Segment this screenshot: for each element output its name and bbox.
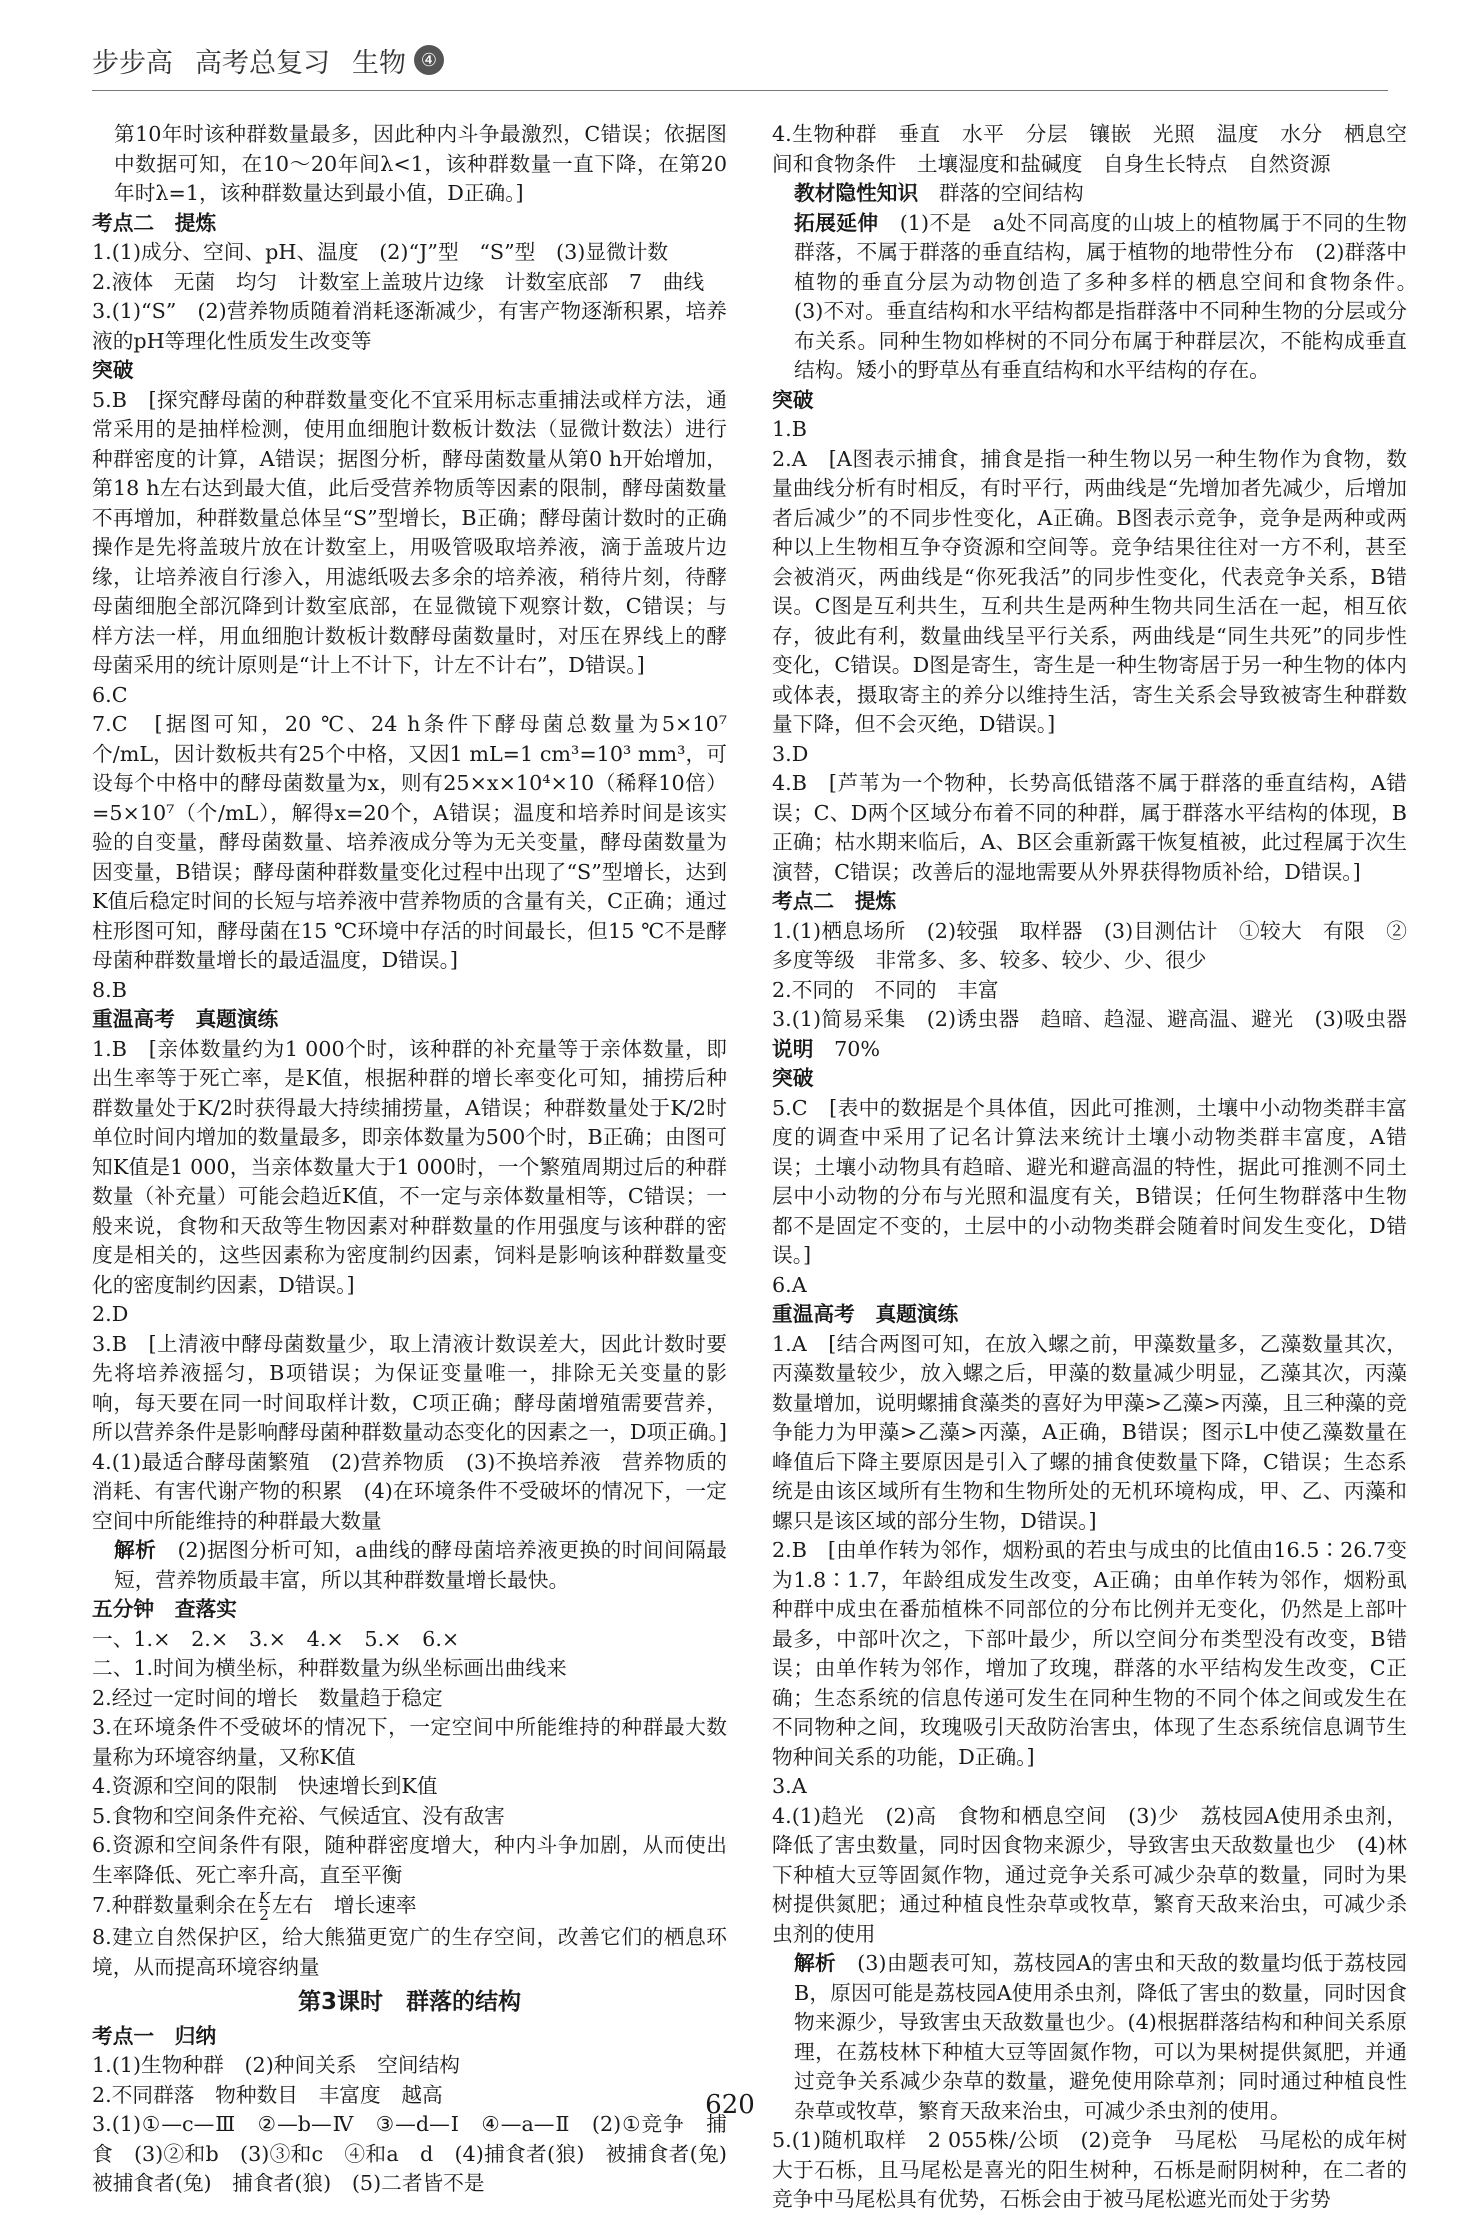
right-column [772,120,1428,2215]
header-divider [92,90,1388,91]
answer-item: 4.(1)趋光 (2)高 食物和栖息空间 (3)少 荔枝园A使用杀虫剂，降低了害虫数量，同时因食物来源少，导致害虫天敌数量也少 (4)林下种植大豆等固氮作物，通过竞争关系可减少杂草的数量，同时为果树提供氮肥；通过种植良性杂草或牧草，繁育天敌来治虫，可减少杀虫剂的使用 [772,1803,1407,1946]
answer-item: 2.A [A图表示捕食，捕食是指一种生物以另一种生物作为食物，数量曲线分析有时相反，有时平行，两曲线是“先增加者先减少，后增加者后减少”的不同步性变化，A正确。B图表示竞争，竞争是两种或两种以上生物相互争夺资源和空间等。竞争结果往往对一方不利，甚至会被消灭，两曲线是“你死我活”的同步性变化，代表竞争关系，B错误。C图是互利共生，互利共生是两种生物共同生活在一起，相互依存，彼此有利，数量曲线呈平行关系，两曲线是“同生共死”的同步性变化，C错误。D图是寄生，寄生是一种生物寄居于另一种生物的体内或体表，摄取寄主的养分以维持生活，寄生关系会导致被寄生种群数量下降，但不会灭绝，D错误。] [772,446,1407,736]
answer-item: 一、1.× 2.× 3.× 4.× 5.× 6.× [92,1626,460,1651]
section-heading: 五分钟 查落实 [92,1597,237,1621]
fraction [259,1890,270,1923]
answer-item: 4.资源和空间的限制 快速增长到K值 [92,1774,438,1798]
answer-item: 8.B [92,977,127,1002]
answer-item: 4.生物种群 垂直 水平 分层 镶嵌 光照 温度 水分 栖息空间和食物条件 土壤湿度和盐碱度 自身生长特点 自然资源 [772,122,1407,176]
answer-item: 5.(1)随机取样 2 055株/公顷 (2)竞争 马尾松 马尾松的成年树大于石栎，且马尾松是喜光的阳生树种，石栎是耐阴树种，在二者的竞争中马尾松具有优势，石栎会由于被马尾松遮光而处于劣势 [772,2128,1407,2211]
answer-item: 1.A [结合两图可知，在放入螺之前，甲藻数量多，乙藻数量其次，丙藻数量较少，放入螺之后，甲藻的数量减少明显，乙藻其次，丙藻数量增加，说明螺捕食藻类的喜好为甲藻>乙藻>丙藻，且三种藻的竞争能力为甲藻>乙藻>丙藻，A正确，B错误；图示L中使乙藻数量在峰值后下降主要原因是引入了螺的捕食使数量下降，C错误；生态系统是由该区域所有生物和生物所处的无机环境构成，甲、乙、丙藻和螺只是该区域的部分生物，D错误。] [772,1331,1407,1533]
section-heading: 突破 [92,358,134,382]
answer-item: 5.B [探究酵母菌的种群数量变化不宜采用标志重捕法或样方法，通常采用的是抽样检测，使用血细胞计数板计数法（显微计数法）进行种群密度的计算，A错误；据图分析，酵母菌数量从第0 h开始增加，第18 h左右达到最大值，此后受营养物质等因素的限制，酵母菌数量不再增加，种群数量总体呈“S”型增长，B正确；酵母菌计数时的正确操作是先将盖玻片放在计数室上，用吸管吸取培养液，滴于盖玻片边缘，让培养液自行渗入，用滤纸吸去多余的培养液，稍待片刻，待酵母菌细胞全部沉降到计数室底部，在显微镜下观察计数，C错误；与样方法一样，用血细胞计数板计数酵母菌数量时，对压在界线上的酵母菌采用的统计原则是“计上不计下，计左不计右”，D错误。] [92,387,727,677]
answer-item: 二、1.时间为横坐标，种群数量为纵坐标画出曲线来 [92,1656,567,1680]
answer-item [92,1890,727,1923]
edition-badge: ④ [414,45,444,75]
answer-item: 3.在环境条件不受破坏的情况下，一定空间中所能维持的种群最大数量称为环境容纳量，又称K值 [92,1715,727,1769]
answer-item: 1.B [772,417,807,441]
subject-name: 生物 [352,47,406,79]
answer-item: 2.不同群落 物种数目 丰富度 越高 [92,2082,443,2107]
section-heading: 突破 [772,387,814,412]
fraction-denominator: 2 [259,1906,269,1924]
answer-item: 6.C [92,682,128,707]
subsection-heading [772,179,1407,209]
section-heading: 考点二 提炼 [772,889,897,913]
answer-item: 3.(1)“S” (2)营养物质随着消耗逐渐减少，有害产物逐渐积累，培养液的pH等理化性质发生改变等 [92,299,727,353]
subsection-label: 教材隐性知识 [794,181,919,205]
series-name: 步步高 [92,47,173,79]
answer-item: 3.(1)①—c—Ⅲ ②—b—Ⅳ ③—d—Ⅰ ④—a—Ⅱ (2)①竞争 捕食 (3)②和b (3)③和c ④和a d (4)捕食者(狼) 被捕食者(兔) 被捕食者(兔) 捕食者(狼) (5)二者皆不是 [92,2112,748,2195]
answer-item: 7.C [据图可知，20 ℃、24 h条件下酵母菌总数量为5×10⁷个/mL，因计数板共有25个中格，又因1 mL=1 cm³=10³ mm³，可设每个中格中的酵母菌数量为x，则有25×x×10⁴×10（稀释10倍）=5×10⁷（个/mL），解得x=20个，A错误；温度和培养时间是该实验的自变量，酵母菌数量、培养液成分等为无关变量，酵母菌数量为因变量，B错误；酵母菌种群数量变化过程中出现了“S”型增长，达到K值后稳定时间的长短与培养液中营养物质的含量有关，C正确；通过柱形图可知，酵母菌在15 ℃环境中存活的时间最长，但15 ℃不是酵母菌种群数量增长的最适温度，D错误。] [92,712,727,972]
answer-item: 8.建立自然保护区，给大熊猫更宽广的生存空间，改善它们的栖息环境，从而提高环境容纳量 [92,1925,727,1979]
answer-item: 2.D [92,1302,129,1326]
note-label: 说明 [772,1036,814,1061]
answer-item: 1.(1)成分、空间、pH、温度 (2)“J”型 “S”型 (3)显微计数 [92,240,669,264]
page-number: 620 [705,2090,755,2120]
answer-item: 3.D [772,741,809,766]
answer-item: 2.不同的 不同的 丰富 [772,977,999,1002]
note-text: 70% [834,1036,881,1061]
answer-item: 6.资源和空间条件有限，随种群密度增大，种内斗争加剧，从而使出生率降低、死亡率升高，直至平衡 [92,1833,727,1887]
answer-item: 2.经过一定时间的增长 数量趋于稳定 [92,1685,443,1710]
lesson-title: 第3课时 群落的结构 [297,1989,521,2015]
answer-item: 1.(1)生物种群 (2)种间关系 空间结构 [92,2053,460,2077]
answer-item: 2.液体 无菌 均匀 计数室上盖玻片边缘 计数室底部 7 曲线 [92,269,705,294]
answer-item: 1.B [亲体数量约为1 000个时，该种群的补充量等于亲体数量，即出生率等于死亡率，是K值，根据种群的增长率变化可知，捕捞后种群数量处于K/2时获得最大持续捕捞量，A错误；种群数量处于K/2时单位时间内增加的数量最多，即亲体数量为500个时，B正确；由图可知K值是1 000，当亲体数量大于1 000时，一个繁殖周期过后的种群数量（补充量）可能会趋近K值，不一定与亲体数量相等，C错误；一般来说，食物和天敌等生物因素对种群数量的作用强度与该种群的密度是相关的，这些因素称为密度制约因素，饲料是影响该种群数量变化的密度制约因素，D错误。] [92,1036,727,1297]
answer-text: 3.(1)简易采集 (2)诱虫器 趋暗、趋湿、避高温、避光 (3)吸虫器 [772,1007,1407,1031]
answer-item [772,1005,1407,1064]
extension-label: 拓展延伸 [794,210,879,235]
analysis-label: 解析 [114,1538,157,1562]
section-heading: 重温高考 真题演练 [92,1007,279,1031]
book-name: 高考总复习 [195,47,330,79]
analysis-text: (2)据图分析可知，a曲线的酵母菌培养液更换的时间间隔最短，营养物质最丰富，所以其种群数量增长最快。 [114,1538,727,1592]
answer-item: 4.(1)最适合酵母菌繁殖 (2)营养物质 (3)不换培养液 营养物质的消耗、有害代谢产物的积累 (4)在环境条件不受破坏的情况下，一定空间中所能维持的种群最大数量 [92,1449,727,1533]
section-heading: 考点一 归纳 [92,2023,217,2048]
answer-item: 6.A [772,1272,807,1297]
extension-text: (1)不是 a处不同高度的山坡上的植物属于不同的生物群落，不属于群落的垂直结构，属于植物的地带性分布 (2)群落中植物的垂直分层为动物创造了多种多样的栖息空间和食物条件。 (3)不对。垂直结构和水平结构都是指群落中不同种生物的分层或分布关系。同种生物如桦树的不同分布属于种群层次，不能构成垂直结构。矮小的野草丛有垂直结构和水平结构的存在。 [794,210,1428,382]
page-header [92,36,444,84]
answer-item: 3.B [上清液中酵母菌数量少，取上清液计数误差大，因此计数时要先将培养液摇匀，B项错误；为保证变量唯一，排除无关变量的影响，每天要在同一时间取样计数，C项正确；酵母菌增殖需要营养，所以营养条件是影响酵母菌种群数量动态变化的因素之一，D项正确。] [92,1331,727,1444]
paragraph: 第10年时该种群数量最多，因此种内斗争最激烈，C错误；依据图中数据可知，在10～20年间λ<1，该种群数量一直下降，在第20年时λ=1，该种群数量达到最小值，D正确。] [114,122,727,205]
analysis [92,1536,727,1595]
answer-text: 7.种群数量剩余在 [92,1893,257,1917]
answer-item: 1.(1)栖息场所 (2)较强 取样器 (3)目测估计 ①较大 有限 ②多度等级 非常多、多、较多、较少、少、很少 [772,918,1407,972]
extension [772,209,1428,386]
section-heading: 考点二 提炼 [92,210,217,235]
answer-item: 2.B [由单作转为邻作，烟粉虱的若虫与成虫的比值由16.5∶26.7变为1.8∶1.7，年龄组成发生改变，A正确；由单作转为邻作，烟粉虱种群中成虫在番茄植株不同部位的分布比例并无变化，仍然是上部叶最多，中部叶次之，下部叶最少，所以空间分布类型没有改变，B错误；由单作转为邻作，增加了玫瑰，群落的水平结构发生改变，C正确；生态系统的信息传递可发生在同种生物的不同个体之间或发生在不同物种之间，玫瑰吸引天敌防治害虫，体现了生态系统信息调节生物种间关系的功能，D正确。] [772,1538,1407,1769]
analysis-text: (3)由题表可知，荔枝园A的害虫和天敌的数量均低于荔枝园B，原因可能是荔枝园A使用杀虫剂，降低了害虫的数量，同时因食物来源少，导致害虫天敌数量也少。(4)根据群落结构和种间关系原理，在荔枝林下种植大豆等固氮作物，可以为果树提供氮肥，并通过竞争关系减少杂草的数量，避免使用除草剂；同时通过种植良性杂草或牧草，繁育天敌来治虫，可减少杀虫剂的使用。 [794,1951,1407,2123]
analysis-label: 解析 [794,1951,837,1975]
section-heading: 突破 [772,1066,814,1090]
answer-item: 5.食物和空间条件充裕、气候适宜、没有敌害 [92,1803,505,1828]
answer-text: 左右 增长速率 [271,1893,417,1917]
answer-item: 4.B [芦苇为一个物种，长势高低错落不属于群落的垂直结构，A错误；C、D两个区域分布着不同的种群，属于群落水平结构的体现，B正确；枯水期来临后，A、B区会重新露干恢复植被，此过程属于次生演替，C错误；改善后的湿地需要从外界获得物质补给，D错误。] [772,771,1407,884]
subsection-title: 群落的空间结构 [938,181,1084,205]
fraction-numerator: K [258,1889,270,1907]
answer-item: 3.A [772,1774,807,1798]
answer-item: 5.C [表中的数据是个具体值，因此可推测，土壤中小动物类群丰富度的调查中采用了记名计算法来统计土壤小动物类群丰富度，A错误；土壤小动物具有趋暗、避光和避高温的特性，据此可推测不同土层中小动物的分布与光照和温度有关，B错误；任何生物群落中生物都不是固定不变的，土层中的小动物类群会随着时间发生变化，D错误。] [772,1095,1407,1267]
section-heading: 重温高考 真题演练 [772,1302,959,1326]
